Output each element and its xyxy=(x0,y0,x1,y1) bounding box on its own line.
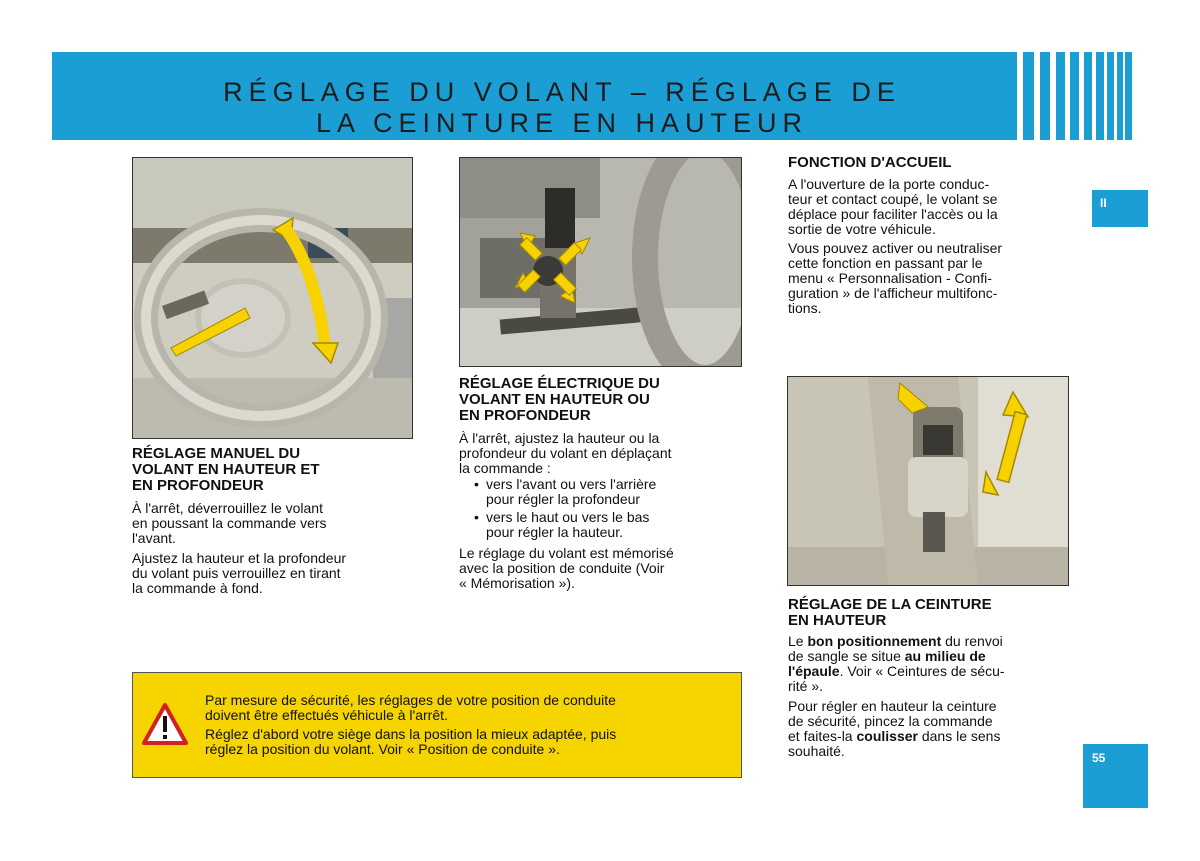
safety-warning-box xyxy=(132,672,742,778)
electric-adjust-heading: RÉGLAGE ÉLECTRIQUE DU VOLANT EN HAUTEUR OU EN PROFONDEUR xyxy=(459,375,660,424)
warning-paragraph-2: Réglez d'abord votre siège dans la position la mieux adaptée, puis réglez la position du volant. Voir « Position de conduite ». xyxy=(205,726,617,757)
page-header xyxy=(52,52,1132,140)
manual-adjust-heading: RÉGLAGE MANUEL DU VOLANT EN HAUTEUR ET EN PROFONDEUR xyxy=(132,445,320,494)
manual-adjust-paragraph-1: À l'arrêt, déverrouillez le volant en poussant la commande vers l'avant. xyxy=(132,500,327,546)
page-title-line-2: LA CEINTURE EN HAUTEUR xyxy=(315,108,809,138)
chapter-tab-label: II xyxy=(1100,196,1107,210)
electric-adjust-bullet-1: • vers l'avant ou vers l'arrière pour régler la profondeur xyxy=(474,476,657,507)
warning-triangle-icon xyxy=(142,703,188,745)
page-title xyxy=(52,77,1072,139)
chapter-tab xyxy=(1092,190,1148,227)
welcome-function-paragraph-2: Vous pouvez activer ou neutraliser cette fonction en passant par le menu « Personnalisation - Confi- guration » de l'afficheur multifonc- tions. xyxy=(788,240,1003,316)
electric-adjust-intro: À l'arrêt, ajustez la hauteur ou la profondeur du volant en déplaçant la commande : xyxy=(459,430,672,476)
page-title-line-1: RÉGLAGE DU VOLANT – RÉGLAGE DE xyxy=(223,77,901,107)
warning-paragraph-1: Par mesure de sécurité, les réglages de votre position de conduite doivent être effectués véhicule à l'arrêt. xyxy=(205,692,616,723)
electric-adjust-bullet-2: • vers le haut ou vers le bas pour régler la hauteur. xyxy=(474,509,650,540)
page-number-tab xyxy=(1083,744,1148,808)
manual-adjust-paragraph-2: Ajustez la hauteur et la profondeur du volant puis verrouillez en tirant la commande à fond. xyxy=(132,550,347,596)
page-number: 55 xyxy=(1092,751,1106,765)
seat-belt-height-photo xyxy=(787,376,1069,586)
belt-height-paragraph-2: Pour régler en hauteur la ceinture de sécurité, pincez la commande et faites-la coulisser dans le sens souhaité. xyxy=(788,698,1001,759)
belt-height-paragraph-1: Le bon positionnement du renvoi de sangle se situe au milieu de l'épaule. Voir « Ceintures de sécu- rité ». xyxy=(788,633,1005,694)
welcome-function-heading: FONCTION D'ACCUEIL xyxy=(788,154,952,171)
welcome-function-paragraph-1: A l'ouverture de la porte conduc- teur et contact coupé, le volant se déplace pour faciliter l'accès ou la sortie de votre véhicule. xyxy=(788,176,998,237)
steering-electric-control-photo xyxy=(459,157,742,367)
header-stripes xyxy=(1017,52,1132,140)
steering-wheel-manual-photo xyxy=(132,157,413,439)
belt-height-heading: RÉGLAGE DE LA CEINTURE EN HAUTEUR xyxy=(788,596,992,629)
electric-adjust-outro: Le réglage du volant est mémorisé avec la position de conduite (Voir « Mémorisation »). xyxy=(459,545,674,591)
